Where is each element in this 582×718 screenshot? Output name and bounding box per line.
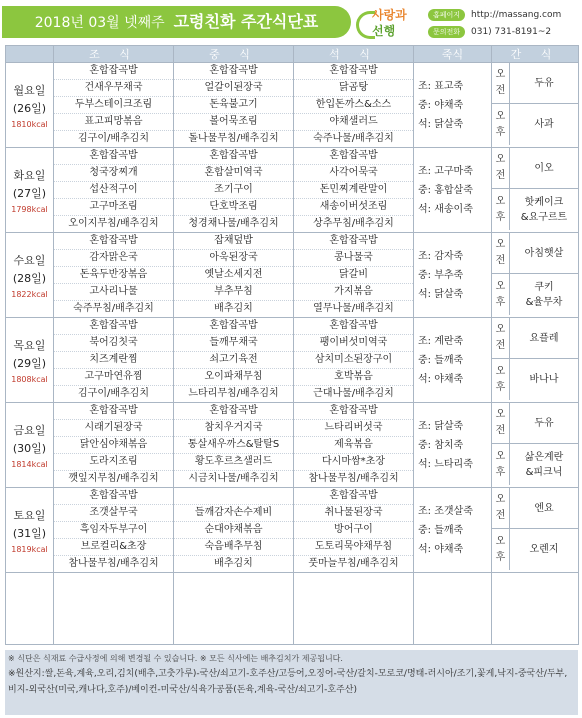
breakfast-cell (54, 233, 174, 318)
menu-item: 얼갈이된장국 (174, 80, 293, 97)
am-label: 오 전 (492, 148, 510, 188)
porridge-item: 중: 참치죽 (418, 439, 464, 451)
breakfast-cell (54, 403, 174, 488)
breakfast-cell (54, 63, 174, 148)
snack-pm-value: 오렌지 (529, 544, 559, 555)
day-row (6, 148, 579, 233)
day-kcal: 1810kcal (11, 119, 48, 129)
menu-item: 흑임자두부구이 (54, 522, 173, 539)
menu-item: 감자맑은국 (54, 250, 173, 267)
snack-pm (492, 274, 578, 315)
phone-label: 문의전화 (428, 26, 465, 38)
logo (356, 5, 422, 41)
menu-item: 아욱된장국 (174, 250, 293, 267)
porridge-item: 석: 느타리죽 (418, 458, 473, 470)
menu-item: 깻잎지무침/배추김치 (68, 473, 159, 484)
empty-cell (492, 573, 579, 645)
menu-item: 근대나물/배추김치 (313, 388, 394, 399)
porridge-item: 석: 야채죽 (418, 543, 464, 555)
porridge-item: 조: 표고죽 (418, 80, 464, 92)
menu-item: 들깨무채국 (174, 335, 293, 352)
menu-item: 숙주무침/배추김치 (73, 303, 154, 314)
menu-item: 시금치나물/배추김치 (188, 473, 279, 484)
day-row (6, 488, 579, 573)
homepage-url[interactable]: http://massang.com (471, 9, 562, 20)
menu-item: 순대야채볶음 (174, 522, 293, 539)
snack-am (492, 233, 578, 274)
dinner-cell (294, 488, 414, 573)
note-general: ※ 식단은 식재료 수급사정에 의해 변경될 수 있습니다. ※ 모든 식사에는 배추김치가 제공됩니다. (8, 654, 343, 663)
notes-box (5, 650, 578, 715)
snack-pm-value: 핫케이크 &요구르트 (520, 196, 568, 223)
day-name: 토요일 (13, 508, 46, 522)
snack-cell (492, 488, 579, 573)
day-date: (27일) (12, 186, 47, 200)
menu-item: 혼합잡곡밥 (174, 403, 293, 420)
menu-item: 쇠고기육전 (174, 352, 293, 369)
menu-item: 도토리묵야채무침 (294, 539, 413, 556)
menu-item: 표고피망볶음 (54, 114, 173, 131)
am-label: 오 전 (492, 403, 510, 443)
snack-am-value: 두유 (534, 417, 554, 429)
menu-item: 조기구이 (174, 182, 293, 199)
menu-item: 제육볶음 (294, 437, 413, 454)
dinner-cell (294, 318, 414, 403)
menu-item: 배추김치 (214, 303, 253, 314)
menu-item: 느타리버섯국 (294, 420, 413, 437)
menu-item: 방어구이 (294, 522, 413, 539)
porridge-cell (414, 403, 492, 488)
menu-item: 팽이버섯미역국 (294, 335, 413, 352)
porridge-item: 중: 홍합살죽 (418, 184, 473, 196)
menu-item: 취나물된장국 (294, 505, 413, 522)
porridge-item: 중: 들깨죽 (418, 354, 464, 366)
snack-cell (492, 403, 579, 488)
am-label: 오 전 (492, 488, 510, 528)
empty-cell (294, 573, 414, 645)
menu-item: 숙주나물/배추김치 (313, 133, 394, 144)
menu-item: 오이파채무침 (174, 369, 293, 386)
dinner-cell (294, 63, 414, 148)
pm-label: 오 후 (492, 529, 510, 570)
menu-item: 참나물무침/배추김치 (68, 558, 159, 569)
menu-item: 혼합잡곡밥 (54, 63, 173, 80)
menu-item: 혼합잡곡밥 (294, 233, 413, 250)
snack-pm (492, 444, 578, 485)
day-kcal: 1814kcal (11, 459, 48, 469)
porridge-cell (414, 63, 492, 148)
snack-am (492, 318, 578, 359)
snack-am (492, 488, 578, 529)
menu-item: 닭갈비 (294, 267, 413, 284)
menu-item: 잡채덮밥 (174, 233, 293, 250)
menu-item: 혼합잡곡밥 (174, 318, 293, 335)
day-cell (6, 403, 54, 488)
menu-item (174, 488, 293, 505)
empty-cell (174, 573, 294, 645)
menu-item: 김구이/배추김치 (78, 133, 149, 144)
snack-pm-value: 쿠키 &율무차 (525, 281, 563, 308)
menu-item: 가지볶음 (294, 284, 413, 301)
menu-item: 북어김칫국 (54, 335, 173, 352)
am-label: 오 전 (492, 63, 510, 103)
snack-pm-value: 바나나 (529, 374, 559, 385)
phone-number: 031) 731-8191~2 (471, 26, 552, 37)
menu-item: 배추김치 (214, 558, 253, 569)
menu-item: 야채샐러드 (294, 114, 413, 131)
day-date: (31일) (12, 526, 47, 540)
porridge-item: 석: 닭살죽 (418, 288, 464, 300)
porridge-cell (414, 148, 492, 233)
menu-item: 한입돈까스&소스 (294, 97, 413, 114)
day-row (6, 63, 579, 148)
day-name: 금요일 (13, 423, 46, 437)
day-kcal: 1819kcal (11, 544, 48, 554)
menu-item: 사각어묵국 (294, 165, 413, 182)
menu-item: 들깨감자손수제비 (174, 505, 293, 522)
pm-label: 오 후 (492, 359, 510, 400)
day-name: 화요일 (13, 168, 46, 182)
menu-item: 혼합잡곡밥 (294, 403, 413, 420)
menu-item: 오이지무침/배추김치 (68, 218, 159, 229)
note-origin: ※원산지:쌀,돈육,계육,오리,김치(배추,고춧가루)-국산/쇠고기-호주산/고등어,오징어-국산/갈치-모로코/명태-러시아/조기,꽃게,낙지-중국산/두부,비지-외국산(미국,캐나다,호주)/베이컨-미국산/식육가공품(돈육,계육-국산/쇠고기-호주산) (8, 669, 568, 695)
porridge-item: 조: 조갯살죽 (418, 505, 473, 517)
menu-item: 청경채나물/배추김치 (188, 218, 279, 229)
menu-item: 혼합잡곡밥 (294, 63, 413, 80)
menu-item: 청국장찌개 (54, 165, 173, 182)
snack-cell (492, 148, 579, 233)
menu-item: 황도후르츠샐러드 (174, 454, 293, 471)
snack-am-value: 요플레 (529, 332, 559, 344)
snack-am-value: 두유 (534, 77, 554, 89)
menu-table (5, 45, 579, 645)
day-date: (30일) (12, 441, 47, 455)
menu-item: 혼합잡곡밥 (54, 233, 173, 250)
day-kcal: 1822kcal (11, 289, 48, 299)
menu-item: 김구이/배추김치 (78, 388, 149, 399)
porridge-item: 중: 야채죽 (418, 99, 464, 111)
snack-pm-value: 사과 (534, 119, 554, 130)
snack-cell (492, 318, 579, 403)
day-row (6, 403, 579, 488)
porridge-item: 중: 들깨죽 (418, 524, 464, 536)
porridge-item: 석: 새송이죽 (418, 203, 473, 215)
day-row (6, 318, 579, 403)
porridge-item: 조: 고구마죽 (418, 165, 473, 177)
logo-line2: 선행 (372, 24, 396, 38)
menu-item: 삼치미소된장구이 (294, 352, 413, 369)
day-name: 목요일 (13, 338, 46, 352)
snack-am (492, 148, 578, 189)
day-cell (6, 63, 54, 148)
lunch-cell (174, 233, 294, 318)
menu-item: 혼합살미역국 (174, 165, 293, 182)
header (0, 0, 582, 44)
pm-label: 오 후 (492, 189, 510, 230)
day-kcal: 1808kcal (11, 374, 48, 384)
col-lunch: 중 식 (174, 46, 294, 63)
col-porridge: 죽식 (414, 46, 492, 63)
menu-item: 닭안심야채볶음 (54, 437, 173, 454)
dinner-cell (294, 148, 414, 233)
day-row (6, 233, 579, 318)
menu-item: 단호박조림 (174, 199, 293, 216)
empty-cell (6, 573, 54, 645)
lunch-cell (174, 488, 294, 573)
pm-label: 오 후 (492, 104, 510, 145)
title-bar (2, 6, 351, 38)
pm-label: 오 후 (492, 444, 510, 485)
breakfast-cell (54, 318, 174, 403)
snack-am-value: 이오 (534, 162, 554, 174)
menu-item: 돈육두반장볶음 (54, 267, 173, 284)
porridge-cell (414, 233, 492, 318)
day-name: 월요일 (13, 83, 46, 97)
dinner-cell (294, 233, 414, 318)
empty-row (6, 573, 579, 645)
menu-item: 부추무침 (174, 284, 293, 301)
day-name: 수요일 (13, 253, 46, 267)
am-label: 오 전 (492, 318, 510, 358)
snack-am-value: 엔요 (534, 502, 554, 514)
menu-item: 참치우거지국 (174, 420, 293, 437)
col-breakfast: 조 식 (54, 46, 174, 63)
menu-header-row (6, 46, 579, 63)
snack-pm (492, 359, 578, 400)
day-date: (28일) (12, 271, 47, 285)
menu-item: 돈민찌계란말이 (294, 182, 413, 199)
lunch-cell (174, 148, 294, 233)
empty-cell (54, 573, 174, 645)
title-date: 2018년 03월 넷째주 (34, 15, 165, 31)
menu-item: 옛날소세지전 (174, 267, 293, 284)
menu-item: 풋마늘무침/배추김치 (308, 558, 399, 569)
menu-item: 상추무침/배추김치 (313, 218, 394, 229)
day-cell (6, 148, 54, 233)
menu-item: 콩나물국 (294, 250, 413, 267)
contact-info (428, 7, 561, 41)
porridge-item: 조: 감자죽 (418, 250, 464, 262)
empty-cell (414, 573, 492, 645)
menu-item: 혼합잡곡밥 (54, 403, 173, 420)
corner-cell (6, 46, 54, 63)
menu-item: 혼합잡곡밥 (54, 488, 173, 505)
lunch-cell (174, 318, 294, 403)
menu-item: 혼합잡곡밥 (294, 318, 413, 335)
snack-cell (492, 233, 579, 318)
menu-item: 혼합잡곡밥 (294, 488, 413, 505)
menu-item: 두부스테이크조림 (54, 97, 173, 114)
day-cell (6, 318, 54, 403)
porridge-cell (414, 318, 492, 403)
porridge-item: 석: 닭살죽 (418, 118, 464, 130)
porridge-item: 석: 야채죽 (418, 373, 464, 385)
snack-pm (492, 104, 578, 145)
menu-item: 열무나물/배추김치 (313, 303, 394, 314)
menu-item: 고사리나물 (54, 284, 173, 301)
day-kcal: 1798kcal (11, 204, 48, 214)
lunch-cell (174, 403, 294, 488)
menu-item: 혼합잡곡밥 (54, 148, 173, 165)
snack-pm-value: 삶은계란 &피크닉 (524, 451, 564, 478)
homepage-label: 홈페이지 (428, 9, 465, 21)
porridge-item: 조: 계란죽 (418, 335, 464, 347)
menu-item: 돈육불고기 (174, 97, 293, 114)
menu-item: 치즈계란찜 (54, 352, 173, 369)
menu-item: 볼어묵조림 (174, 114, 293, 131)
col-snack: 간 식 (492, 46, 579, 63)
porridge-cell (414, 488, 492, 573)
menu-item: 혼합잡곡밥 (174, 148, 293, 165)
menu-item: 브로컬리&초장 (54, 539, 173, 556)
menu-item: 숙음배추무침 (174, 539, 293, 556)
menu-item: 다시마쌈*초장 (294, 454, 413, 471)
menu-item: 건새우무채국 (54, 80, 173, 97)
lunch-cell (174, 63, 294, 148)
menu-item: 새송이버섯조림 (294, 199, 413, 216)
col-dinner: 석 식 (294, 46, 414, 63)
menu-item: 돌나물무침/배추김치 (188, 133, 279, 144)
menu-item: 고구마조림 (54, 199, 173, 216)
snack-am-value: 아침햇살 (524, 247, 564, 259)
menu-item: 혼합잡곡밥 (294, 148, 413, 165)
snack-cell (492, 63, 579, 148)
day-cell (6, 233, 54, 318)
menu-item: 느타리무침/배추김치 (188, 388, 279, 399)
menu-item: 호박볶음 (294, 369, 413, 386)
snack-pm (492, 529, 578, 570)
menu-item: 조갯살무국 (54, 505, 173, 522)
menu-item: 닭곰탕 (294, 80, 413, 97)
am-label: 오 전 (492, 233, 510, 273)
day-cell (6, 488, 54, 573)
breakfast-cell (54, 488, 174, 573)
menu-item: 섭산적구이 (54, 182, 173, 199)
menu-item: 시래기된장국 (54, 420, 173, 437)
menu-item: 참나물무침/배추김치 (308, 473, 399, 484)
logo-line1: 사랑과 (372, 8, 407, 22)
menu-item: 혼합잡곡밥 (54, 318, 173, 335)
title-main: 고령친화 주간식단표 (173, 12, 319, 31)
menu-item: 통살새우까스&탈탈S (174, 437, 293, 454)
porridge-item: 조: 닭살죽 (418, 420, 464, 432)
pm-label: 오 후 (492, 274, 510, 315)
day-date: (26일) (12, 101, 47, 115)
snack-am (492, 63, 578, 104)
snack-am (492, 403, 578, 444)
menu-item: 고구마연유찜 (54, 369, 173, 386)
menu-item: 혼합잡곡밥 (174, 63, 293, 80)
dinner-cell (294, 403, 414, 488)
porridge-item: 중: 부추죽 (418, 269, 464, 281)
breakfast-cell (54, 148, 174, 233)
snack-pm (492, 189, 578, 230)
day-date: (29일) (12, 356, 47, 370)
menu-item: 도라지조림 (54, 454, 173, 471)
